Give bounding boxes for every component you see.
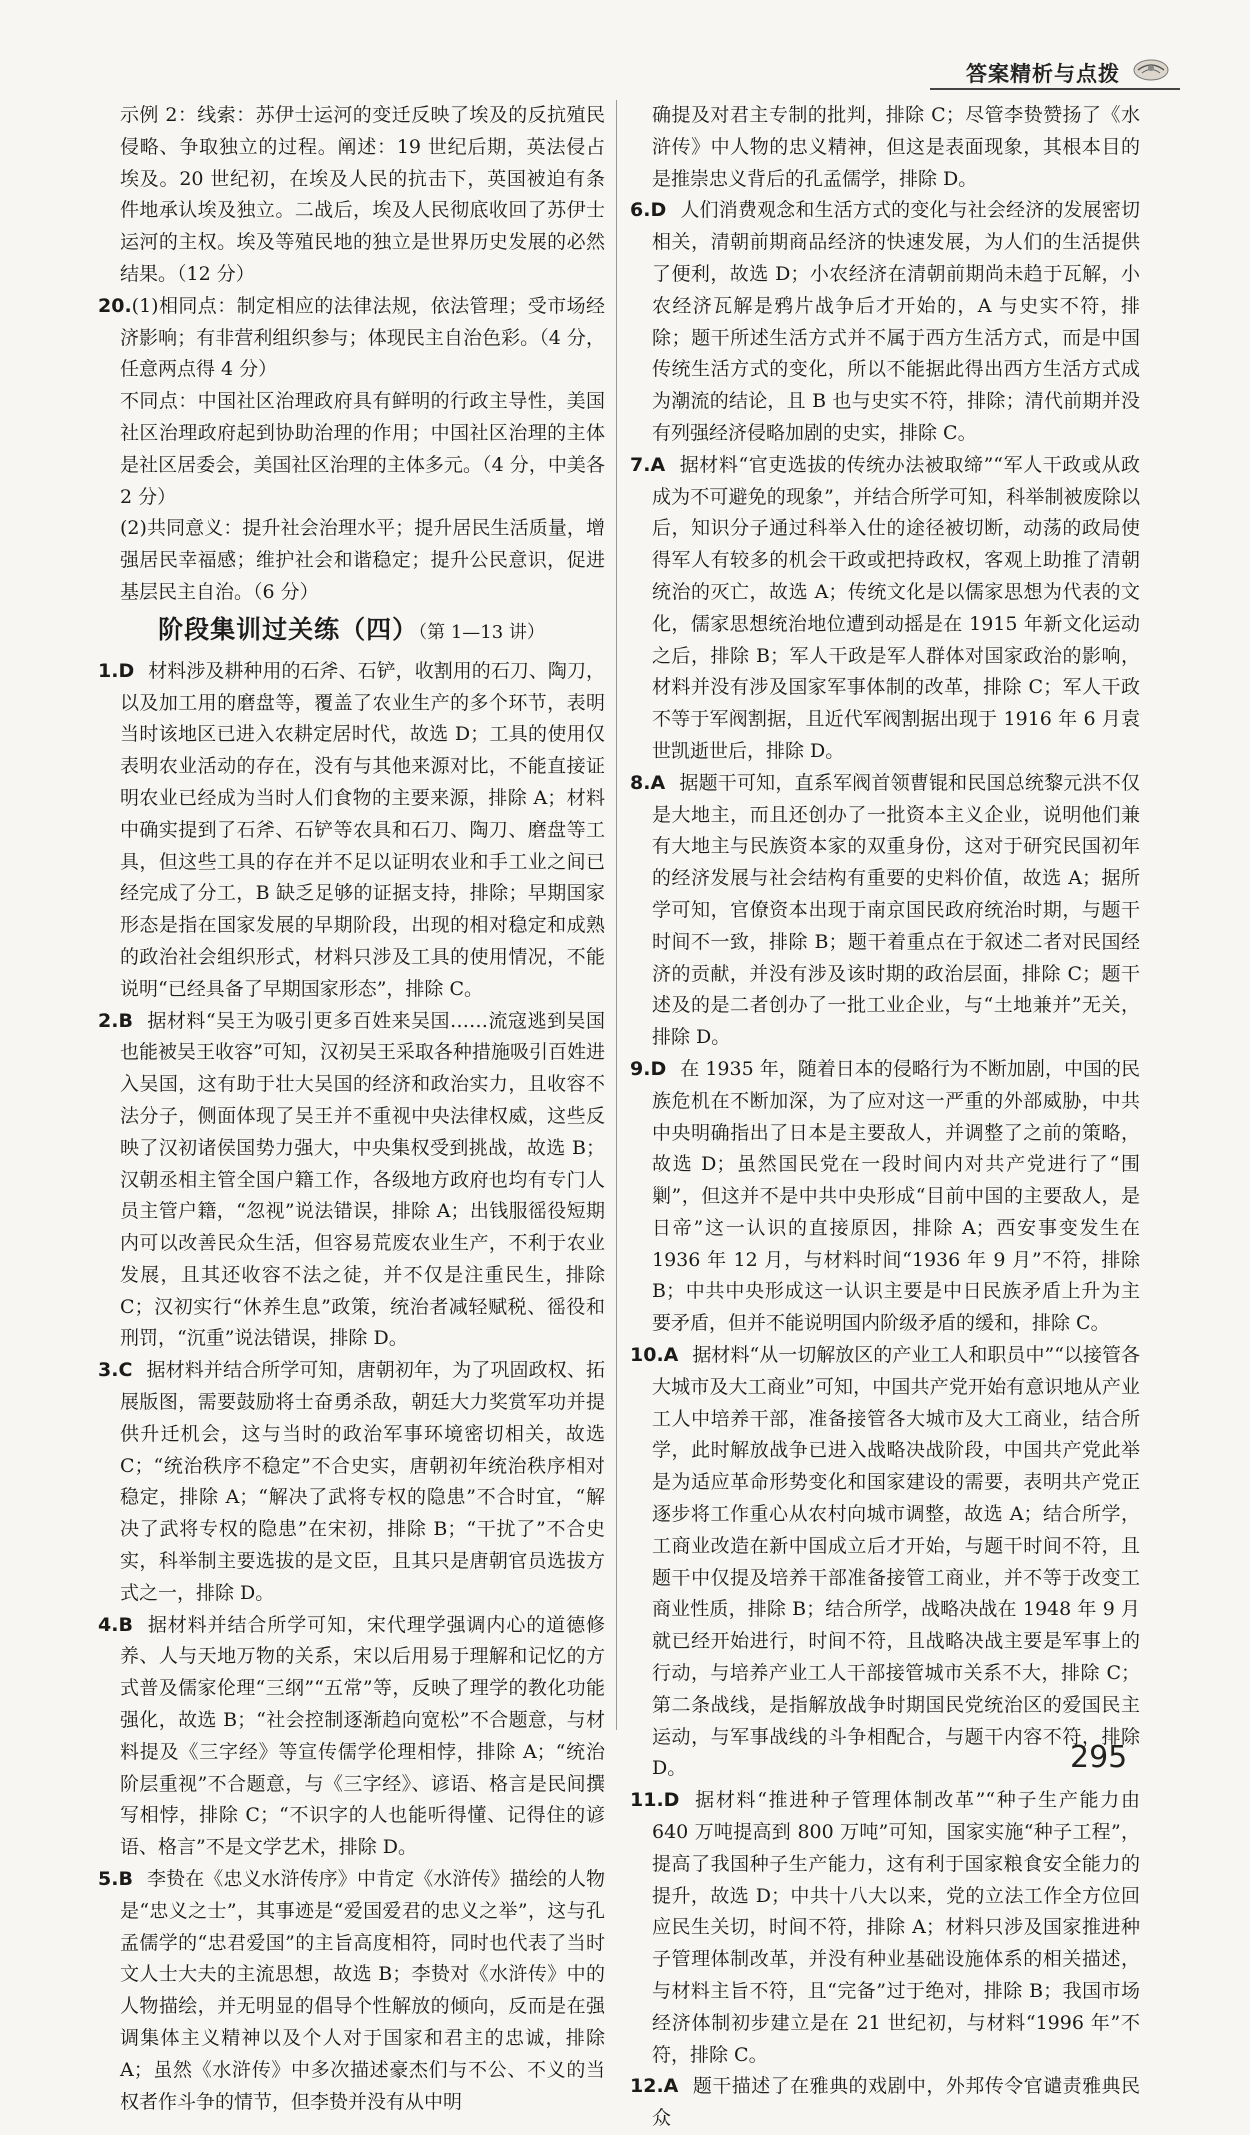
item-answer: A	[650, 771, 666, 794]
answer-item-7	[630, 450, 1140, 768]
item-number: 3.	[98, 1359, 119, 1382]
answer-item-8	[630, 768, 1140, 1054]
item-answer: B	[118, 1613, 133, 1636]
column-divider	[616, 100, 617, 1730]
item-number: 1.	[98, 659, 119, 682]
left-column	[98, 100, 605, 2118]
header-title: 答案精析与点拨	[966, 62, 1120, 86]
answer-item-2	[98, 1006, 605, 1356]
item-explanation: 据题干可知，直系军阀首领曹锟和民国总统黎元洪不仅是大地主，而且还创办了一批资本主义企业，说明他们兼有大地主与民族资本家的双重身份，这对于研究民国初年的经济发展与社会结构有重要的史料价值，故选 A；据所学可知，官僚资本出现于南京国民政府统治时期，与题干时间不一致，排除 B；题干着重点在于叙述二者对民国经济的贡献，并没有涉及该时期的政治层面，排除 C；题干述及的是二者创办了一批工业企业，与“土地兼并”无关，排除 D。	[652, 771, 1140, 1049]
item-answer: D	[650, 1057, 667, 1080]
question-number: 20.	[98, 294, 132, 317]
answer-item-6	[630, 195, 1140, 449]
item-explanation: 题干描述了在雅典的戏剧中，外邦传令官谴责雅典民众	[652, 2075, 1140, 2130]
book-logo-icon	[1132, 56, 1170, 82]
item-number: 5.	[98, 1868, 119, 1891]
item-explanation: 据材料“吴王为吸引更多百姓来吴国……流寇逃到吴国也能被吴王收容”可知，汉初吴王采取各种措施吸引百姓进入吴国，这有助于壮大吴国的经济和政治实力，且收容不法分子，侧面体现了吴王并不重视中央法律权威，这些反映了汉初诸侯国势力强大，中央集权受到挑战，故选 B；汉朝丞相主管全国户籍工作，各级地方政府也均有专门人员主管户籍，“忽视”说法错误，排除 A；出钱服徭役短期内可以改善民众生活，但容易荒废农业生产，不利于农业发展，且其还收容不法之徒，并不仅是注重民生，排除 C；汉初实行“休养生息”政策，统治者减轻赋税、徭役和刑罚，“沉重”说法错误，排除 D。	[120, 1009, 605, 1350]
question-20	[98, 291, 605, 609]
answer-item-1	[98, 656, 605, 1006]
item-explanation: 材料涉及耕种用的石斧、石铲，收割用的石刀、陶刀，以及加工用的磨盘等，覆盖了农业生产的多个环节，表明当时该地区已进入农耕定居时代，故选 D；工具的使用仅表明农业活动的存在，没有与其他来源对比，不能直接证明农业已经成为当时人们食物的主要来源，排除 A；材料中确实提到了石斧、石铲等农具和石刀、陶刀、磨盘等工具，但这些工具的存在并不足以证明农业和手工业之间已经完成了分工，B 缺乏足够的证据支持，排除；早期国家形态是指在国家发展的早期阶段，出现的相对稳定和成熟的政治社会组织形式，材料只涉及工具的使用情况，不能说明“已经具备了早期国家形态”，排除 C。	[120, 659, 605, 1000]
item-answer: B	[118, 1009, 133, 1032]
section-title	[98, 611, 605, 652]
item-answer: C	[118, 1359, 133, 1382]
answer-item-12	[630, 2071, 1140, 2135]
item-answer: A	[663, 1344, 679, 1367]
item-number: 12.	[630, 2075, 664, 2098]
item-explanation: 在 1935 年，随着日本的侵略行为不断加剧，中国的民族危机在不断加深，为了应对这一严重的外部威胁，中共中央明确指出了日本是主要敌人，并调整了之前的策略，故选 D；虽然国民党在一段时间内对共产党进行了“围剿”，但这并不是中共中央形成“目前中国的主要敌人，是日帝”这一认识的直接原因，排除 A；西安事变发生在 1936 年 12 月，与材料时间“1936 年 9 月”不符，排除 B；中共中央形成这一认识主要是中日民族矛盾上升为主要矛盾，但并不能说明国内阶级矛盾的缓和，排除 C。	[652, 1057, 1140, 1335]
item-number: 6.	[630, 199, 651, 222]
item-explanation: 据材料“从一切解放区的产业工人和职员中”“以接管各大城市及大工商业”可知，中国共产党开始有意识地从产业工人中培养干部，准备接管各大城市及大工商业，结合所学，此时解放战争已进入战略决战阶段，中国共产党此举是为适应革命形势变化和国家建设的需要，表明共产党正逐步将工作重心从农村向城市调整，故选 A；结合所学，工商业改造在新中国成立后才开始，与题干时间不符，且题干中仅提及培养干部准备接管工商业，并不等于改变工商业性质，排除 B；结合所学，战略决战在 1948 年 9 月就已经开始进行，时间不符，且战略决战主要是军事上的行动，与培养产业工人干部接管城市关系不大，排除 C；第二条战线，是指解放战争时期国民党统治区的爱国民主运动，与军事战线的斗争相配合，与题干内容不符，排除 D。	[652, 1344, 1140, 1780]
item-number: 11.	[630, 1789, 664, 1812]
intro-paragraph: 示例 2：线索：苏伊士运河的变迁反映了埃及的反抗殖民侵略、争取独立的过程。阐述：19 世纪后期，英法侵占埃及。20 世纪初，在埃及人民的抗击下，英国被迫有条件地承认埃及独立。二战后，埃及人民彻底收回了苏伊士运河的主权。埃及等殖民地的独立是世界历史发展的必然结果。（12 分）	[120, 104, 605, 285]
answer-item-4	[98, 1610, 605, 1864]
header-rule	[930, 88, 1180, 90]
item-number: 10.	[630, 1344, 664, 1367]
answer-item-3	[98, 1355, 605, 1609]
item-number: 8.	[630, 771, 651, 794]
q20-part1-diff: 不同点：中国社区治理政府具有鲜明的行政主导性，美国社区治理政府起到协助治理的作用；中国社区治理的主体是社区居委会，美国社区治理的主体多元。（4 分，中美各 2 分）	[120, 390, 605, 508]
item-5-continuation: 确提及对君主专制的批判，排除 C；尽管李贽赞扬了《水浒传》中人物的忠义精神，但这是表面现象，其根本目的是推崇忠义背后的孔孟儒学，排除 D。	[652, 104, 1140, 190]
item-explanation: 据材料“推进种子管理体制改革”“种子生产能力由 640 万吨提高到 800 万吨”可知，国家实施“种子工程”，提高了我国种子生产能力，这有利于国家粮食安全能力的提升，故选 D；中共十八大以来，党的立法工作全方位回应民生关切，时间不符，排除 A；材料只涉及国家推进种子管理体制改革，并没有种业基础设施体系的相关描述，与材料主旨不符，且“完备”过于绝对，排除 B；我国市场经济体制初步建立是在 21 世纪初，与材料“1996 年”不符，排除 C。	[652, 1789, 1140, 2066]
answer-item-9	[630, 1054, 1140, 1340]
item-number: 7.	[630, 453, 651, 476]
item-number: 4.	[98, 1613, 119, 1636]
page-header	[0, 0, 1250, 92]
item-explanation: 据材料并结合所学可知，唐朝初年，为了巩固政权、拓展版图，需要鼓励将士奋勇杀敌，朝廷大力奖赏军功并提供升迁机会，这与当时的政治军事环境密切相关，故选 C；“统治秩序不稳定”不合史实，唐朝初年统治秩序相对稳定，排除 A；“解决了武将专权的隐患”不合时宜，“解决了武将专权的隐患”在宋初，排除 B；“干扰了”不合史实，科举制主要选拔的是文臣，且其只是唐朝官员选拔方式之一，排除 D。	[120, 1359, 605, 1604]
section-title-main: 阶段集训过关练（四）	[158, 614, 419, 644]
item-answer: D	[663, 1789, 680, 1812]
answer-item-11	[630, 1785, 1140, 2071]
item-answer: B	[118, 1868, 133, 1891]
q20-part1: (1)相同点：制定相应的法律法规，依法管理；受市场经济影响；有非营利组织参与；体现民主自治色彩。（4 分，任意两点得 4 分）	[120, 294, 605, 381]
answer-item-5	[98, 1864, 605, 2118]
item-explanation: 据材料并结合所学可知，宋代理学强调内心的道德修养、人与天地万物的关系，宋以后用易于理解和记忆的方式普及儒家伦理“三纲”“五常”等，反映了理学的教化功能强化，故选 B；“社会控制逐渐趋向宽松”不合题意，与材料提及《三字经》等宣传儒学伦理相悖，排除 A；“统治阶层重视”不合题意，与《三字经》、谚语、格言是民间撰写相悖，排除 C；“不识字的人也能听得懂、记得住的谚语、格言”不是文学艺术，排除 D。	[120, 1613, 605, 1859]
item-number: 9.	[630, 1057, 651, 1080]
q20-part2: (2)共同意义：提升社会治理水平；提升居民生活质量，增强居民幸福感；维护社会和谐稳定；提升公民意识，促进基层民主自治。（6 分）	[120, 517, 605, 603]
item-answer: A	[663, 2075, 679, 2098]
item-explanation: 据材料“官吏选拔的传统办法被取缔”“军人干政或从政成为不可避免的现象”，并结合所学可知，科举制被废除以后，知识分子通过科举入仕的途径被切断，动荡的政局使得军人有较多的机会干政或把持政权，客观上助推了清朝统治的灭亡，故选 A；传统文化是以儒家思想为代表的文化，儒家思想统治地位遭到动摇是在 1915 年新文化运动之后，排除 B；军人干政是军人群体对国家政治的影响，材料并没有涉及国家军事体制的改革，排除 C；军人干政不等于军阀割据，且近代军阀割据出现于 1916 年 6 月袁世凯逝世后，排除 D。	[652, 453, 1140, 762]
answer-item-10	[630, 1340, 1140, 1785]
item-answer: A	[650, 453, 666, 476]
item-answer: D	[650, 199, 667, 222]
page-number: 295	[1070, 1740, 1128, 1775]
item-explanation: 李贽在《忠义水浒传序》中肯定《水浒传》描绘的人物是“忠义之士”，其事迹是“爱国爱君的忠义之举”，这与孔孟儒学的“忠君爱国”的主旨高度相符，同时也代表了当时文人士大夫的主流思想，故选 B；李贽对《水浒传》中的人物描绘，并无明显的倡导个性解放的倾向，反而是在强调集体主义精神以及个人对于国家和君主的忠诚，排除 A；虽然《水浒传》中多次描述豪杰们与不公、不义的当权者作斗争的情节，但李贽并没有从中明	[120, 1868, 605, 2113]
item-number: 2.	[98, 1009, 119, 1032]
item-answer: D	[118, 659, 135, 682]
right-column	[630, 100, 1140, 2135]
section-title-sub: （第 1—13 讲）	[418, 621, 545, 643]
item-explanation: 人们消费观念和生活方式的变化与社会经济的发展密切相关，清朝前期商品经济的快速发展，为人们的生活提供了便利，故选 D；小农经济在清朝前期尚未趋于瓦解，小农经济瓦解是鸦片战争后才开始的，A 与史实不符，排除；题干所述生活方式并不属于西方生活方式，而是中国传统生活方式的变化，所以不能据此得出西方生活方式成为潮流的结论，且 B 也与史实不符，排除；清代前期并没有列强经济侵略加剧的史实，排除 C。	[652, 199, 1140, 444]
